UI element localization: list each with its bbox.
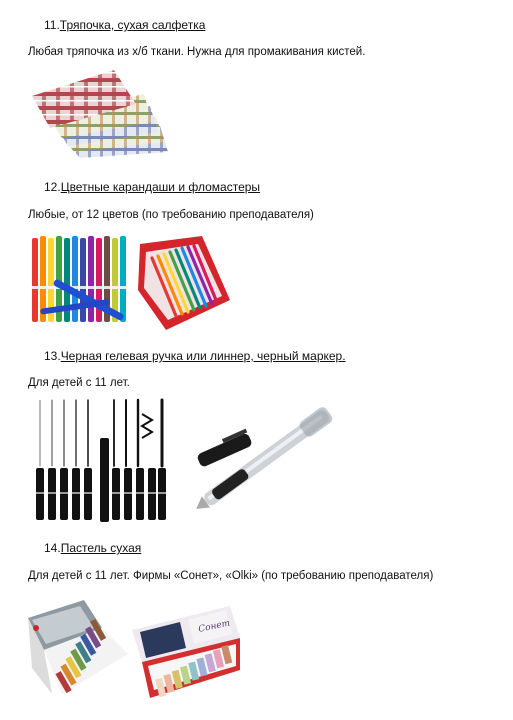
pastel-box-b-image — [130, 600, 242, 700]
pencils-image — [136, 234, 232, 332]
section-11-description: Любая тряпочка из х/б ткани. Нужна для промакивания кистей. — [28, 46, 366, 58]
section-14-heading — [44, 541, 141, 555]
section-11-heading — [44, 18, 205, 32]
cloth-image — [28, 64, 170, 160]
section-12-title: Цветные карандаши и фломастеры — [60, 180, 261, 194]
section-11-number: 11. — [44, 18, 60, 32]
section-13-number: 13. — [44, 349, 61, 363]
liners-image — [28, 396, 174, 528]
section-12-heading — [44, 180, 260, 194]
markers-image — [28, 234, 134, 330]
section-12-description: Любые, от 12 цветов (по требованию преподавателя) — [28, 209, 314, 221]
pastel-box-b-brand: Сонет — [197, 618, 232, 635]
pastel-box-a-image — [22, 598, 130, 698]
section-14-title: Пастель сухая — [60, 541, 142, 555]
section-13-title: Черная гелевая ручка или линнер, черный маркер. — [60, 349, 346, 363]
gel-pen-image — [182, 398, 354, 518]
section-11-title: Тряпочка, сухая салфетка — [59, 18, 206, 32]
section-13-description: Для детей с 11 лет. — [28, 377, 130, 389]
section-13-heading — [44, 349, 346, 363]
section-14-number: 14. — [44, 541, 61, 555]
section-14-description: Для детей с 11 лет. Фирмы «Сонет», «Olki» (по требованию преподавателя) — [28, 570, 434, 582]
section-12-number: 12. — [44, 180, 61, 194]
